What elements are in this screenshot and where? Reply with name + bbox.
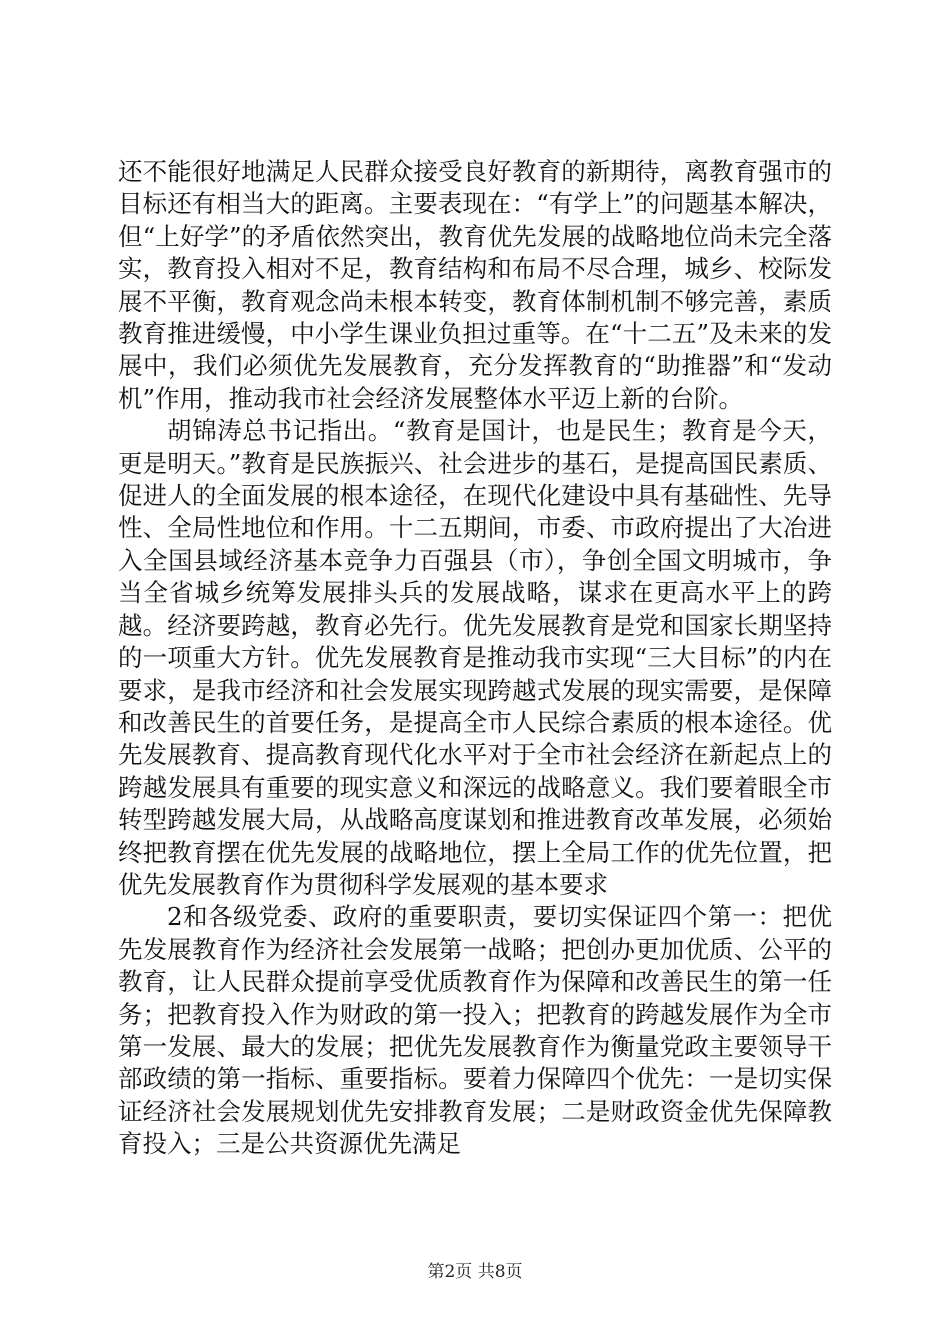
- document-body: [118, 156, 832, 1161]
- paragraph-3: 2和各级党委、政府的重要职责，要切实保证四个第一：把优先发展教育作为经济社会发展第一战略；把创办更加优质、公平的教育，让人民群众提前享受优质教育作为保障和改善民生的第一任务；把教育投入作为财政的第一投入；把教育的跨越发展作为全市第一发展、最大的发展；把优先发展教育作为衡量党政主要领导干部政绩的第一指标、重要指标。要着力保障四个优先：一是切实保证经济社会发展规划优先安排教育发展；二是财政资金优先保障教育投入；三是公共资源优先满足: [118, 902, 832, 1159]
- paragraph-1: 还不能很好地满足人民群众接受良好教育的新期待，离教育强市的目标还有相当大的距离。主要表现在：“有学上”的问题基本解决，但“上好学”的矛盾依然突出，教育优先发展的战略地位尚未完全落实，教育投入相对不足，教育结构和布局不尽合理，城乡、校际发展不平衡，教育观念尚未根本转变，教育体制机制不够完善，素质教育推进缓慢，中小学生课业负担过重等。在“十二五”及未来的发展中，我们必须优先发展教育，充分发挥教育的“助推器”和“发动机”作用，推动我市社会经济发展整体水平迈上新的台阶。: [118, 157, 832, 413]
- page-number-footer: 第2页 共8页: [427, 1262, 523, 1282]
- paragraph-2: 胡锦涛总书记指出。“教育是国计，也是民生；教育是今天，更是明天。”教育是民族振兴、社会进步的基石，是提高国民素质、促进人的全面发展的根本途径，在现代化建设中具有基础性、先导性、全局性地位和作用。十二五期间，市委、市政府提出了大冶进入全国县域经济基本竞争力百强县（市），争创全国文明城市，争当全省城乡统筹发展排头兵的发展战略，谋求在更高水平上的跨越。经济要跨越，教育必先行。优先发展教育是党和国家长期坚持的一项重大方针。优先发展教育是推动我市实现“三大目标”的内在要求，是我市经济和社会发展实现跨越式发展的现实需要，是保障和改善民生的首要任务，是提高全市人民综合素质的根本途径。优先发展教育、提高教育现代化水平对于全市社会经济在新起点上的跨越发展具有重要的现实意义和深远的战略意义。我们要着眼全市转型跨越发展大局，从战略高度谋划和推进教育改革发展，必须始终把教育摆在优先发展的战略地位，摆上全局工作的优先位置，把优先发展教育作为贯彻科学发展观的基本要求: [118, 416, 832, 899]
